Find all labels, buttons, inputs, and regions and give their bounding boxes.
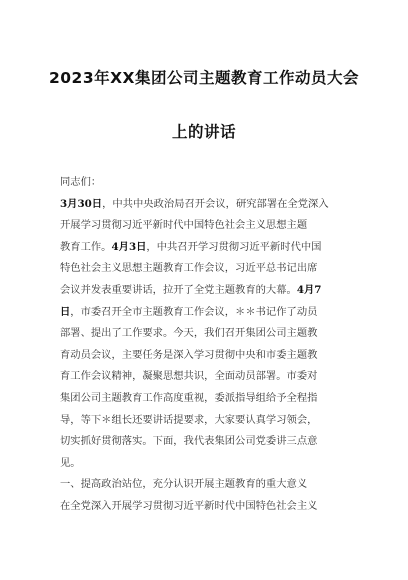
body-line (60, 280, 360, 302)
body-line (60, 258, 360, 280)
body-line (60, 474, 360, 496)
body-line (60, 345, 360, 367)
body-text: 会议并发表重要讲话，拉开了全党主题教育的大幕。 (60, 283, 297, 296)
bold-date-text: 3月30日 (60, 197, 103, 210)
body-line (60, 302, 360, 324)
body-line (60, 453, 360, 475)
bold-date-text: 4月7 (296, 283, 322, 296)
body-line (60, 431, 360, 453)
body-lines (60, 194, 360, 518)
body-text: 育动员会议，主要任务是深入学习贯彻中央和市委主题教 (60, 348, 318, 361)
body-line (60, 323, 360, 345)
body-text: 切实抓好贯彻落实。下面，我代表集团公司党委讲三点意 (60, 435, 318, 448)
body-text: ，市委召开全市主题教育工作会议，＊＊书记作了动员 (70, 305, 318, 318)
salutation: 同志们： (60, 176, 102, 188)
body-text: 在全党深入开展学习贯彻习近平新时代中国特色社会主义 (60, 499, 318, 512)
body-line (60, 366, 360, 388)
body-line (60, 496, 360, 518)
body-text: ，中共中央政治局召开会议，研究部署在全党深入 (102, 197, 329, 210)
document-body (60, 172, 360, 518)
body-text: 开展学习贯彻习近平新时代中国特色社会主义思想主题 (60, 219, 308, 232)
bold-date-text: 日 (60, 305, 71, 318)
body-text: ，中共召开学习贯彻习近平新时代中国 (146, 240, 322, 253)
body-text: 部署、提出了工作要求。今天，我们召开集团公司主题教 (60, 327, 318, 340)
body-line (60, 194, 360, 216)
document-title-line-2: 上的讲话 (171, 123, 236, 141)
body-line (60, 388, 360, 410)
document-title-line-1: 2023年XX集团公司主题教育工作动员大会 (48, 69, 360, 87)
body-line (60, 215, 360, 237)
body-line (60, 237, 360, 259)
body-text: 教育工作。 (60, 240, 112, 253)
body-text: 特色社会主义思想主题教育工作会议，习近平总书记出席 (60, 262, 318, 275)
bold-date-text: 4月3日 (111, 240, 147, 253)
body-text: 集团公司主题教育工作高度重视，委派指导组给予全程指 (60, 391, 318, 404)
body-text: 见。 (60, 456, 81, 469)
body-text: 育工作会议精神，凝聚思想共识，全面动员部署。市委对 (60, 370, 318, 383)
body-text: 导，等下＊组长还要讲话提要求，大家要认真学习领会， (60, 413, 318, 426)
body-line (60, 410, 360, 432)
body-text: 一、提高政治站位，充分认识开展主题教育的重大意义 (60, 478, 308, 491)
